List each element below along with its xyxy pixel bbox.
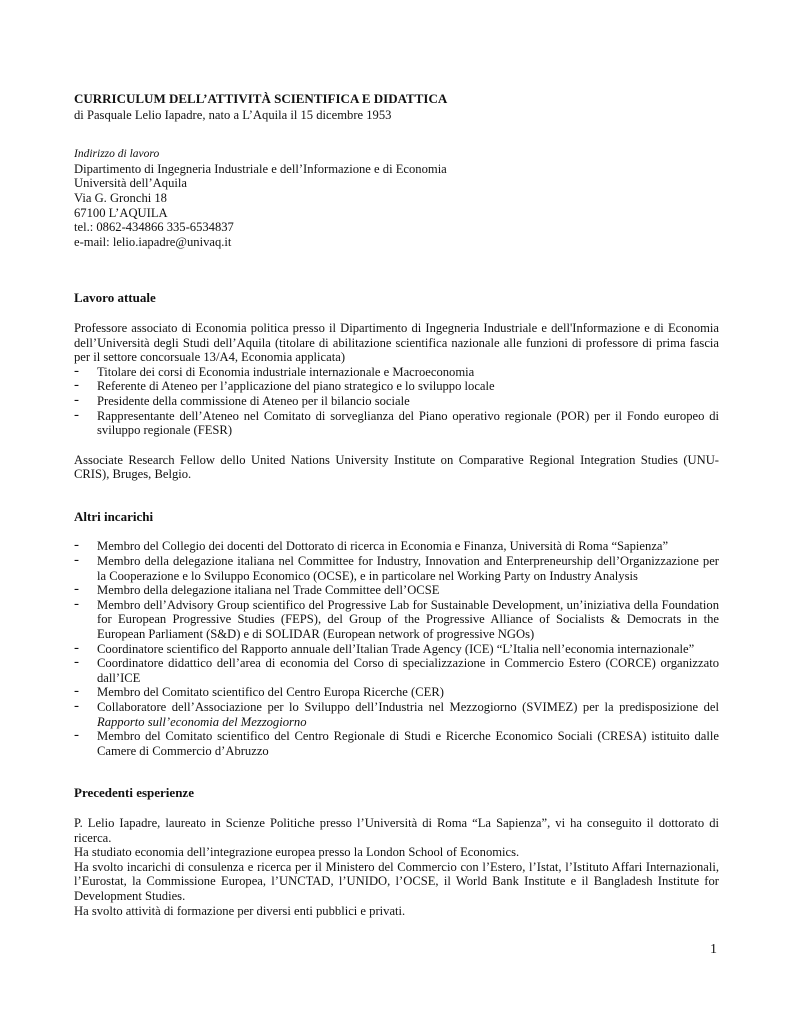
previous-paragraph: Ha svolto attività di formazione per diversi enti pubblici e privati.: [74, 903, 406, 918]
list-item-text: Presidente della commissione di Ateneo per il bilancio sociale: [97, 393, 410, 408]
address-line: 67100 L’AQUILA: [74, 205, 168, 220]
list-item-text: Membro del Collegio dei docenti del Dottorato di ricerca in Economia e Finanza, Università di Roma “Sapienza”: [97, 539, 669, 554]
dash-bullet: -: [74, 377, 79, 394]
previous-paragraph: Ha studiato economia dell’integrazione europea presso la London School of Economics.: [74, 845, 520, 860]
list-item-text: Membro della delegazione italiana nel Trade Committee dell’OCSE: [97, 583, 440, 598]
dash-bullet: -: [74, 537, 79, 554]
report-title-italic: Rapporto sull’economia del Mezzogiorno: [97, 714, 307, 729]
list-item: [74, 539, 719, 554]
list-item-text: Membro del Comitato scientifico del Centro Europa Ricerche (CER): [97, 685, 444, 700]
list-item: [74, 639, 719, 657]
document-title: CURRICULUM DELL’ATTIVITÀ SCIENTIFICA E DIDATTICA: [74, 91, 448, 106]
current-job-intro: Professore associato di Economia politica presso il Dipartimento di Ingegneria Industriale e dell'Informazione e di Economia dell’Università degli Studi dell’Aquila (titolare di abilitazione scientifica nazionale alle funzioni di professore di prima fascia per il settore concorsuale 13/A4, Economia applicata): [74, 320, 719, 365]
phone-line: tel.: 0862-434866 335-6534837: [74, 220, 234, 235]
list-item-text: Membro della delegazione italiana nel Committee for Industry, Innovation and Enterpreneurship dell’Organizzazione per la Cooperazione e lo Sviluppo Economico (OCSE), e in particolare nel Working Party on Industry Analysis: [97, 554, 719, 583]
list-item: [74, 729, 719, 758]
address-line: Università dell’Aquila: [74, 176, 187, 191]
dash-bullet: -: [74, 406, 79, 423]
document-page: [74, 92, 719, 918]
previous-paragraph: Ha svolto incarichi di consulenza e ricerca per il Ministero del Commercio con l’Estero, l’Istat, l’Istituto Affari Internazionali, l’Eurostat, la Commissione Europea, l’UNCTAD, l’UNIDO, l’OCSE, il World Bank Institute e il Bangladesh Institute for Development Studies.: [74, 859, 719, 903]
current-job-list: [74, 362, 719, 438]
list-item: [74, 406, 719, 438]
list-item-text: Coordinatore didattico dell’area di economia del Corso di specializzazione in Commercio Estero (CORCE) organizzato dall’ICE: [97, 656, 719, 685]
dash-bullet: -: [74, 595, 79, 612]
dash-bullet: -: [74, 581, 79, 598]
list-item-text: Referente di Ateneo per l’applicazione del piano strategico e lo sviluppo locale: [97, 379, 495, 394]
section-heading-previous: Precedenti esperienze: [74, 785, 194, 801]
list-item-text: Collaboratore dell’Associazione per lo Sviluppo dell’Industria nel Mezzogiorno (SVIMEZ) per la predisposizione del: [97, 700, 719, 714]
list-item: [74, 700, 719, 729]
list-item: [74, 595, 719, 642]
section-heading-current-job: Lavoro attuale: [74, 290, 156, 306]
email-line: e-mail: lelio.iapadre@univaq.it: [74, 234, 232, 249]
address-label: Indirizzo di lavoro: [74, 148, 160, 161]
list-item: [74, 391, 719, 409]
previous-experience: [74, 816, 719, 918]
address-line: Via G. Gronchi 18: [74, 190, 167, 205]
dash-bullet: -: [74, 727, 79, 744]
list-item: [74, 554, 719, 583]
work-address: [74, 147, 719, 249]
list-item-text: Titolare dei corsi di Economia industriale internazionale e Macroeconomia: [97, 364, 475, 379]
list-item-text: Membro del Comitato scientifico del Centro Regionale di Studi e Ricerche Economico Sociali (CRESA) istituito dalle Camere di Commercio d’Abruzzo: [97, 729, 719, 758]
section-heading-other-roles: Altri incarichi: [74, 508, 154, 524]
list-item: [74, 656, 719, 685]
address-line: Dipartimento di Ingegneria Industriale e dell’Informazione e di Economia: [74, 161, 447, 176]
dash-bullet: -: [74, 698, 79, 714]
list-item: [74, 379, 719, 394]
dash-bullet: -: [74, 683, 79, 700]
list-item: [74, 583, 719, 598]
affiliation-paragraph: Associate Research Fellow dello United Nations University Institute on Comparative Regional Integration Studies (UNU-CRIS), Bruges, Belgio.: [74, 452, 719, 482]
list-item: [74, 362, 719, 380]
dash-bullet: -: [74, 552, 79, 569]
dash-bullet: -: [74, 362, 79, 379]
list-item-text: Coordinatore scientifico del Rapporto annuale dell’Italian Trade Agency (ICE) “L’Italia nell’economia internazionale”: [97, 641, 695, 656]
dash-bullet: -: [74, 654, 79, 671]
document-subtitle: di Pasquale Lelio Iapadre, nato a L’Aquila il 15 dicembre 1953: [74, 107, 392, 122]
dash-bullet: -: [74, 639, 79, 656]
other-roles-list: [74, 539, 719, 758]
list-item-text: Membro dell’Advisory Group scientifico del Progressive Lab for Sustainable Development, un’iniziativa della Foundation for European Progressive Studies (FEPS), del Group of the Progressive Alliance of Socialists & Democrats in the European Parliament (S&D) e di SOLIDAR (European network of progressive NGOs): [97, 597, 719, 642]
list-item: [74, 685, 719, 700]
dash-bullet: -: [74, 391, 79, 408]
previous-paragraph: P. Lelio Iapadre, laureato in Scienze Politiche presso l’Università di Roma “La Sapienza”, vi ha conseguito il dottorato di ricerca.: [74, 815, 719, 845]
page-number: 1: [710, 942, 717, 957]
list-item-text: Rappresentante dell’Ateneo nel Comitato di sorveglianza del Piano operativo regionale (POR) per il Fondo europeo di sviluppo regionale (FESR): [97, 408, 719, 438]
